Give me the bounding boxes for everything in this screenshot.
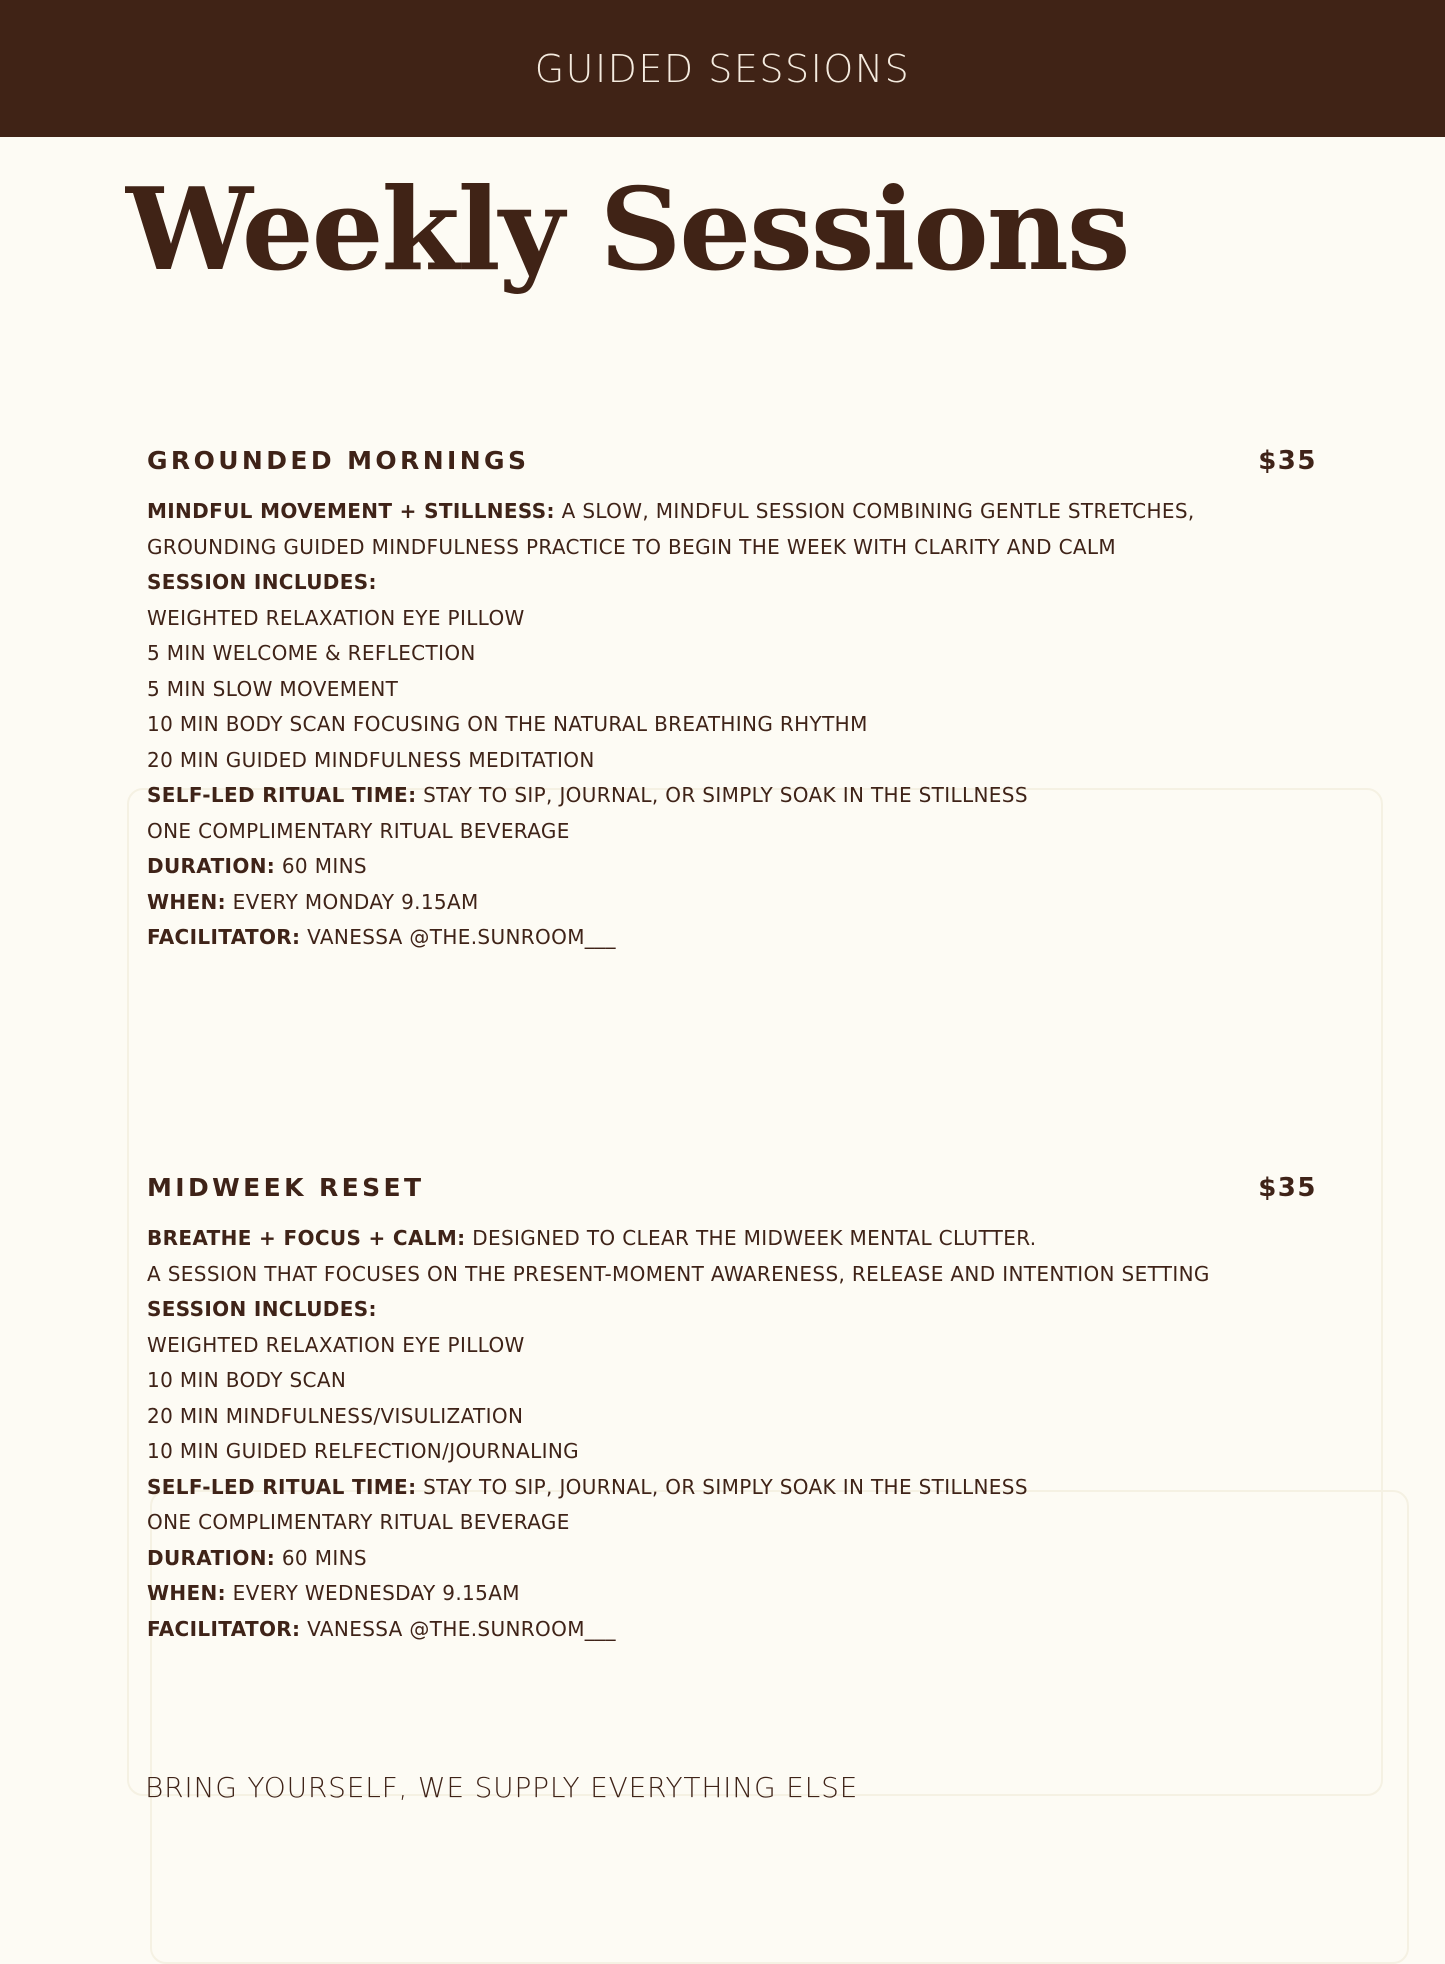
duration-value: 60 MINS [281,1545,367,1570]
header-bar [0,0,1445,137]
duration-label: DURATION: [147,1545,276,1570]
list-item: 5 MIN WELCOME & REFLECTION [147,641,476,665]
includes-heading: SESSION INCLUDES: [147,570,377,594]
beverage: ONE COMPLIMENTARY RITUAL BEVERAGE [147,1510,570,1534]
list-item: 5 MIN SLOW MOVEMENT [147,676,399,701]
intro-text: DESIGNED TO CLEAR THE MIDWEEK MENTAL CLUTTER. [472,1226,1037,1250]
intro-continued: A SESSION THAT FOCUSES ON THE PRESENT-MOMENT AWARENESS, RELEASE AND INTENTION SETTING [147,1261,1210,1286]
header-title: GUIDED SESSIONS [534,46,911,91]
ritual-label: SELF-LED RITUAL TIME: [147,1474,417,1499]
session-header [147,1173,1317,1203]
duration [147,1541,1317,1577]
list-item: 10 MIN GUIDED RELFECTION/JOURNALING [147,1439,580,1463]
when [147,1576,1317,1612]
intro-text: A SLOW, MINDFUL SESSION COMBINING GENTLE STRETCHES, [561,499,1195,523]
ritual-text: STAY TO SIP, JOURNAL, OR SIMPLY SOAK IN THE STILLNESS [423,1474,1028,1499]
page-title: Weekly Sessions [126,163,1129,296]
facilitator [147,1612,1317,1648]
duration [147,849,1317,885]
session-price: $35 [1258,446,1317,476]
list-item: WEIGHTED RELAXATION EYE PILLOW [147,1332,525,1357]
intro-label: BREATHE + FOCUS + CALM: [147,1226,466,1250]
facilitator-value: VANESSA @THE.SUNROOM___ [307,925,616,949]
duration-label: DURATION: [147,854,276,878]
facilitator-value: VANESSA @THE.SUNROOM___ [307,1616,616,1641]
ritual-text: STAY TO SIP, JOURNAL, OR SIMPLY SOAK IN THE STILLNESS [423,783,1028,807]
ritual-label: SELF-LED RITUAL TIME: [147,783,417,807]
duration-value: 60 MINS [281,854,367,878]
session-price: $35 [1258,1173,1317,1203]
when-label: WHEN: [147,889,226,914]
when [147,885,1317,921]
ritual-time [147,1470,1317,1506]
session-title: MIDWEEK RESET [147,1173,425,1202]
when-label: WHEN: [147,1581,226,1605]
session-header [147,446,1317,476]
list-item: 20 MIN GUIDED MINDFULNESS MEDITATION [147,747,595,772]
session-intro [147,1221,1317,1257]
beverage: ONE COMPLIMENTARY RITUAL BEVERAGE [147,818,570,843]
session-intro [147,494,1317,530]
list-item: 10 MIN BODY SCAN [147,1368,347,1392]
session-grounded-mornings [147,446,1317,956]
includes-heading: SESSION INCLUDES: [147,1297,377,1321]
facilitator-label: FACILITATOR: [147,1616,301,1641]
when-value: EVERY MONDAY 9.15AM [232,889,479,914]
intro-continued: GROUNDING GUIDED MINDFULNESS PRACTICE TO BEGIN THE WEEK WITH CLARITY AND CALM [147,534,1117,559]
facilitator-label: FACILITATOR: [147,925,301,949]
session-midweek-reset [147,1173,1317,1647]
intro-label: MINDFUL MOVEMENT + STILLNESS: [147,499,555,523]
list-item: WEIGHTED RELAXATION EYE PILLOW [147,605,525,630]
list-item: 10 MIN BODY SCAN FOCUSING ON THE NATURAL BREATHING RHYTHM [147,712,868,736]
footer-tagline: BRING YOURSELF, WE SUPPLY EVERYTHING ELSE [145,1771,859,1804]
session-title: GROUNDED MORNINGS [147,446,530,475]
when-value: EVERY WEDNESDAY 9.15AM [232,1581,520,1605]
list-item: 20 MIN MINDFULNESS/VISULIZATION [147,1403,524,1428]
ritual-time [147,778,1317,814]
facilitator [147,920,1317,956]
